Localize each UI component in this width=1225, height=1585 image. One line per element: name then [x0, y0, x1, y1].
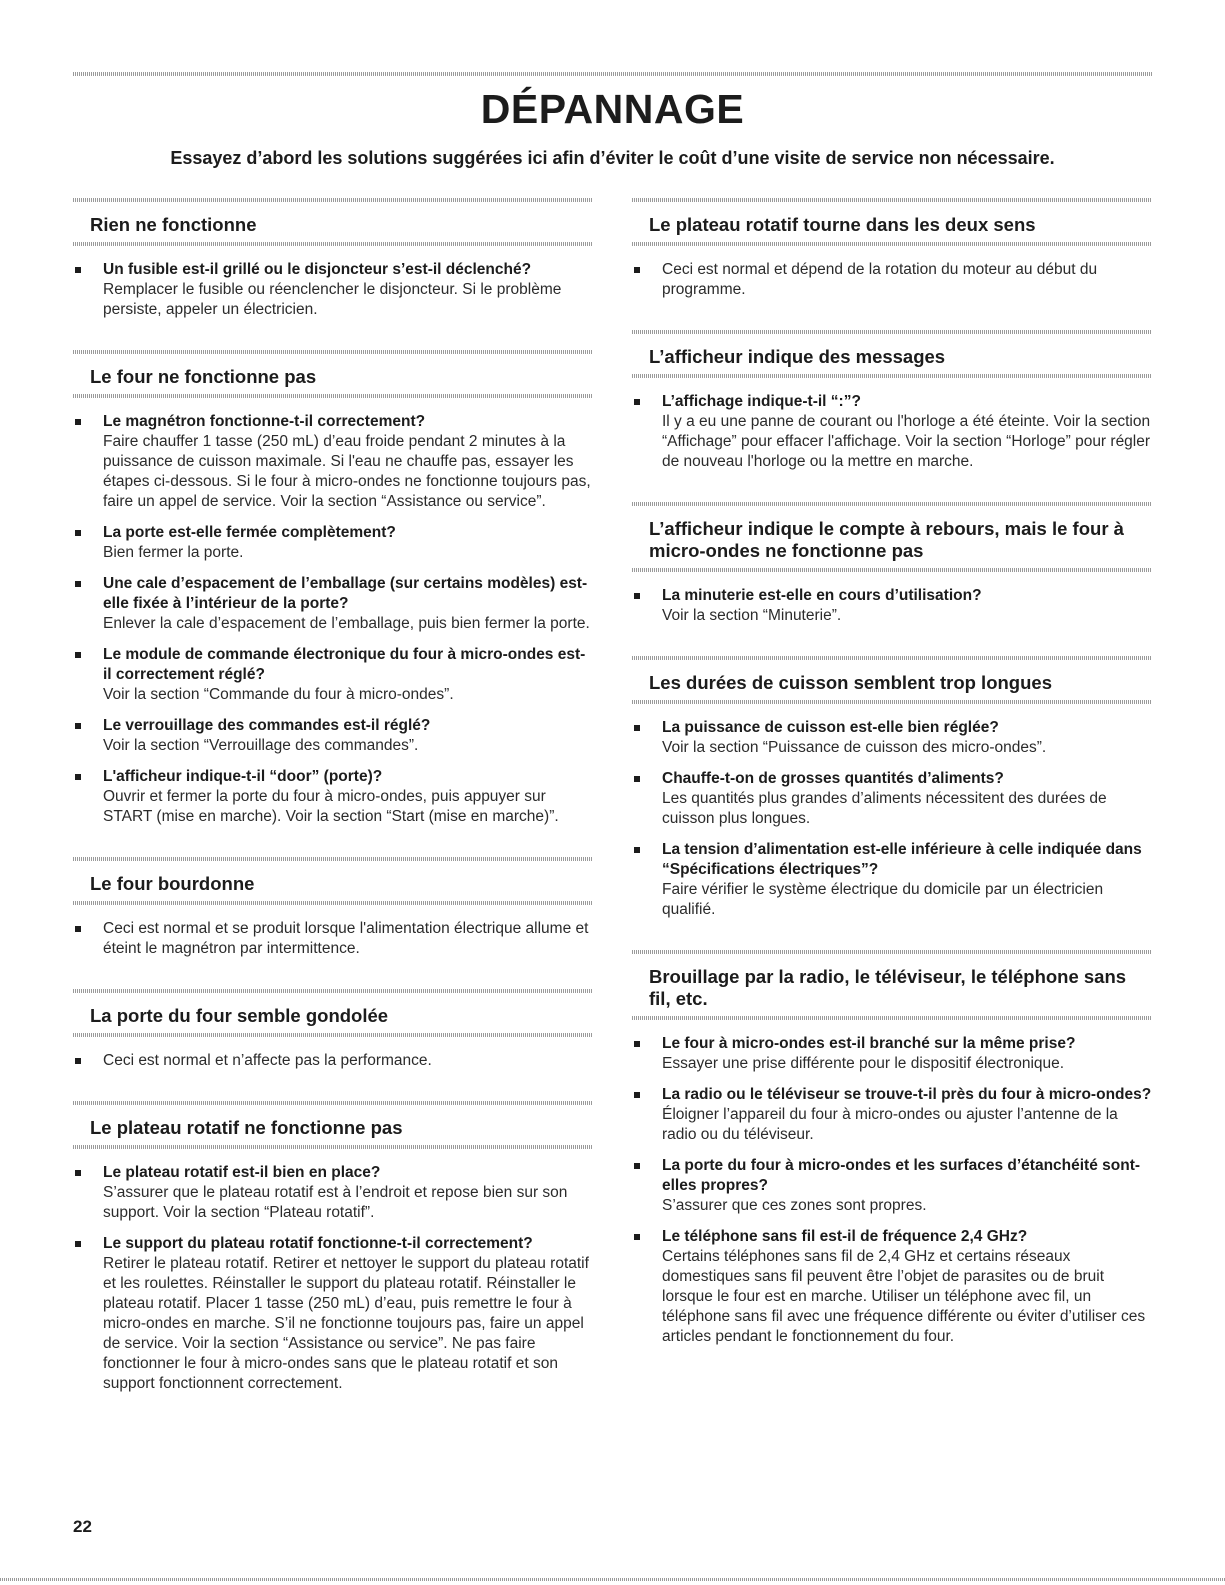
- square-bullet-icon: [634, 593, 640, 599]
- answer-text: Retirer le plateau rotatif. Retirer et nettoyer le support du plateau rotatif et les roulettes. Réinstaller le support du plateau rotatif. Réinstaller le plateau rotatif. Placer 1 tasse (250 mL) d’eau, puis remettre le four à micro-ondes en marche. S’il ne fonctionne toujours pas, faire un appel de service. Voir la section “Assistance ou service”. Ne pas faire fonctionner le four à micro-ondes sans que le plateau rotatif et son support fonctionnent correctement.: [103, 1255, 589, 1392]
- question-text: Le verrouillage des commandes est-il réglé?: [103, 717, 431, 734]
- section-header: [632, 490, 1152, 576]
- list-item: [632, 1227, 1152, 1347]
- list-item: [73, 1051, 593, 1071]
- page-number: 22: [73, 1517, 92, 1536]
- section-rule: [73, 1101, 593, 1105]
- section-rule: [632, 374, 1152, 378]
- list-item: [632, 1085, 1152, 1145]
- question-text: Le téléphone sans fil est-il de fréquence 2,4 GHz?: [662, 1228, 1028, 1245]
- question-text: Chauffe-t-on de grosses quantités d’aliments?: [662, 770, 1004, 787]
- question-text: La tension d’alimentation est-elle inférieure à celle indiquée dans “Spécifications électriques”?: [662, 841, 1142, 878]
- square-bullet-icon: [75, 723, 81, 729]
- section-rule: [73, 198, 593, 202]
- answer-text: Ceci est normal et n’affecte pas la performance.: [103, 1052, 432, 1069]
- question-text: Le support du plateau rotatif fonctionne-t-il correctement?: [103, 1235, 533, 1252]
- section-rule: [632, 950, 1152, 954]
- square-bullet-icon: [75, 652, 81, 658]
- section-header: [73, 1089, 593, 1153]
- right-column: [632, 186, 1152, 1365]
- answer-text: Voir la section “Verrouillage des commandes”.: [103, 737, 419, 754]
- answer-text: Voir la section “Commande du four à micro-ondes”.: [103, 686, 454, 703]
- answer-text: Ouvrir et fermer la porte du four à micro-ondes, puis appuyer sur START (mise en marche). Voir la section “Start (mise en marche)”.: [103, 788, 559, 825]
- answer-text: Il y a eu une panne de courant ou l'horloge a été éteinte. Voir la section “Affichage” pour effacer l'affichage. Voir la section “Horloge” pour régler de nouveau l'horloge ou la mettre en marche.: [662, 413, 1151, 470]
- troubleshooting-section: [632, 644, 1152, 920]
- square-bullet-icon: [634, 1041, 640, 1047]
- section-header: [73, 186, 593, 250]
- section-title: La porte du four semble gondolée: [90, 1005, 389, 1026]
- list-item: [73, 1234, 593, 1394]
- section-rule: [73, 394, 593, 398]
- question-text: Le four à micro-ondes est-il branché sur la même prise?: [662, 1035, 1076, 1052]
- question-text: L'afficheur indique-t-il “door” (porte)?: [103, 768, 383, 785]
- page-subtitle: Essayez d’abord les solutions suggérées ici afin d’éviter le coût d’une visite de service non nécessaire.: [170, 148, 1055, 168]
- list-item: [73, 716, 593, 756]
- answer-text: S’assurer que ces zones sont propres.: [662, 1197, 927, 1214]
- answer-text: Bien fermer la porte.: [103, 544, 244, 561]
- section-rule: [73, 350, 593, 354]
- question-text: La puissance de cuisson est-elle bien réglée?: [662, 719, 999, 736]
- section-header: [632, 938, 1152, 1024]
- top-rule: [73, 72, 1153, 76]
- question-text: La porte est-elle fermée complètement?: [103, 524, 396, 541]
- troubleshooting-section: [73, 1089, 593, 1394]
- section-rule: [632, 700, 1152, 704]
- answer-text: Enlever la cale d’espacement de l’emballage, puis bien fermer la porte.: [103, 615, 590, 632]
- answer-text: Ceci est normal et se produit lorsque l'alimentation électrique allume et éteint le magnétron par intermittence.: [103, 920, 589, 957]
- section-title: Rien ne fonctionne: [90, 214, 257, 235]
- list-item: [632, 1156, 1152, 1216]
- bottom-rule: [0, 1578, 1225, 1581]
- answer-text: Faire chauffer 1 tasse (250 mL) d’eau froide pendant 2 minutes à la puissance de cuisson maximale. Si l'eau ne chauffe pas, essayer les étapes ci-dessous. Si le four à micro-ondes ne fonctionne toujours pas, faire un appel de service. Voir la section “Assistance ou service”.: [103, 433, 591, 510]
- list-item: [73, 523, 593, 563]
- section-rule: [632, 568, 1152, 572]
- section-rule: [73, 989, 593, 993]
- question-text: La porte du four à micro-ondes et les surfaces d’étanchéité sont-elles propres?: [662, 1157, 1141, 1194]
- question-text: L’affichage indique-t-il “:”?: [662, 393, 861, 410]
- section-rule: [632, 656, 1152, 660]
- square-bullet-icon: [634, 267, 640, 273]
- question-text: Un fusible est-il grillé ou le disjoncteur s’est-il déclenché?: [103, 261, 532, 278]
- section-header: [632, 186, 1152, 250]
- section-title: Le plateau rotatif tourne dans les deux sens: [649, 214, 1036, 235]
- answer-text: Voir la section “Puissance de cuisson des micro-ondes”.: [662, 739, 1047, 756]
- question-text: Le plateau rotatif est-il bien en place?: [103, 1164, 381, 1181]
- list-item: [632, 840, 1152, 920]
- answer-text: Ceci est normal et dépend de la rotation du moteur au début du programme.: [662, 261, 1098, 298]
- list-item: [632, 769, 1152, 829]
- troubleshooting-section: [73, 977, 593, 1071]
- section-rule: [632, 242, 1152, 246]
- question-text: La radio ou le téléviseur se trouve-t-il près du four à micro-ondes?: [662, 1086, 1152, 1103]
- square-bullet-icon: [634, 399, 640, 405]
- troubleshooting-section: [632, 318, 1152, 472]
- list-item: [73, 574, 593, 634]
- square-bullet-icon: [75, 530, 81, 536]
- answer-text: S’assurer que le plateau rotatif est à l’endroit et repose bien sur son support. Voir la section “Plateau rotatif”.: [103, 1184, 568, 1221]
- section-title: Le four bourdonne: [90, 873, 255, 894]
- list-item: [73, 412, 593, 512]
- square-bullet-icon: [634, 776, 640, 782]
- square-bullet-icon: [75, 774, 81, 780]
- section-title: Les durées de cuisson semblent trop longues: [649, 672, 1052, 693]
- list-item: [73, 1163, 593, 1223]
- answer-text: Faire vérifier le système électrique du domicile par un électricien qualifié.: [662, 881, 1104, 918]
- square-bullet-icon: [634, 725, 640, 731]
- square-bullet-icon: [75, 1058, 81, 1064]
- square-bullet-icon: [75, 267, 81, 273]
- section-rule: [73, 857, 593, 861]
- question-text: Le magnétron fonctionne-t-il correctement?: [103, 413, 426, 430]
- section-rule: [73, 901, 593, 905]
- left-column: [73, 186, 593, 1412]
- troubleshooting-section: [73, 338, 593, 827]
- section-rule: [632, 198, 1152, 202]
- square-bullet-icon: [634, 1234, 640, 1240]
- section-header: [632, 644, 1152, 708]
- troubleshooting-section: [632, 490, 1152, 626]
- section-header: [632, 318, 1152, 382]
- section-rule: [73, 1033, 593, 1037]
- list-item: [632, 392, 1152, 472]
- troubleshooting-section: [632, 938, 1152, 1347]
- square-bullet-icon: [75, 1241, 81, 1247]
- section-title: L’afficheur indique des messages: [649, 346, 946, 367]
- question-text: Une cale d’espacement de l’emballage (sur certains modèles) est-elle fixée à l’intérieur de la porte?: [103, 575, 588, 612]
- section-rule: [632, 330, 1152, 334]
- list-item: [632, 260, 1152, 300]
- section-rule: [632, 502, 1152, 506]
- troubleshooting-section: [73, 845, 593, 959]
- answer-text: Les quantités plus grandes d’aliments nécessitent des durées de cuisson plus longues.: [662, 790, 1107, 827]
- section-title: Le four ne fonctionne pas: [90, 366, 317, 387]
- question-text: La minuterie est-elle en cours d’utilisation?: [662, 587, 982, 604]
- list-item: [632, 1034, 1152, 1074]
- answer-text: Éloigner l’appareil du four à micro-ondes ou ajuster l’antenne de la radio ou du téléviseur.: [662, 1106, 1118, 1143]
- section-title: Le plateau rotatif ne fonctionne pas: [90, 1117, 403, 1138]
- answer-text: Remplacer le fusible ou réenclencher le disjoncteur. Si le problème persiste, appeler un électricien.: [103, 281, 562, 318]
- square-bullet-icon: [75, 419, 81, 425]
- list-item: [73, 767, 593, 827]
- square-bullet-icon: [634, 1163, 640, 1169]
- list-item: [73, 645, 593, 705]
- square-bullet-icon: [634, 847, 640, 853]
- square-bullet-icon: [75, 581, 81, 587]
- list-item: [632, 718, 1152, 758]
- section-rule: [73, 242, 593, 246]
- troubleshooting-section: [632, 186, 1152, 300]
- troubleshooting-section: [73, 186, 593, 320]
- section-header: [73, 977, 593, 1041]
- answer-text: Voir la section “Minuterie”.: [662, 607, 842, 624]
- section-title: Brouillage par la radio, le téléviseur, le téléphone sans fil, etc.: [649, 966, 1127, 1009]
- list-item: [73, 260, 593, 320]
- answer-text: Essayer une prise différente pour le dispositif électronique.: [662, 1055, 1065, 1072]
- section-rule: [632, 1016, 1152, 1020]
- page-title: DÉPANNAGE: [480, 86, 745, 132]
- section-title: L’afficheur indique le compte à rebours, mais le four à micro-ondes ne fonctionne pas: [649, 518, 1124, 561]
- section-rule: [73, 1145, 593, 1149]
- square-bullet-icon: [634, 1092, 640, 1098]
- list-item: [73, 919, 593, 959]
- section-header: [73, 845, 593, 909]
- square-bullet-icon: [75, 926, 81, 932]
- square-bullet-icon: [75, 1170, 81, 1176]
- answer-text: Certains téléphones sans fil de 2,4 GHz et certains réseaux domestiques sans fil peuvent être l’objet de parasites ou de bruit lorsque le four est en marche. Utiliser un téléphone avec fil, un téléphone sans fil avec une fréquence différente ou éviter d’utiliser ces articles pendant le fonctionnement du four.: [662, 1248, 1146, 1345]
- question-text: Le module de commande électronique du four à micro-ondes est-il correctement réglé?: [103, 646, 586, 683]
- section-header: [73, 338, 593, 402]
- list-item: [632, 586, 1152, 626]
